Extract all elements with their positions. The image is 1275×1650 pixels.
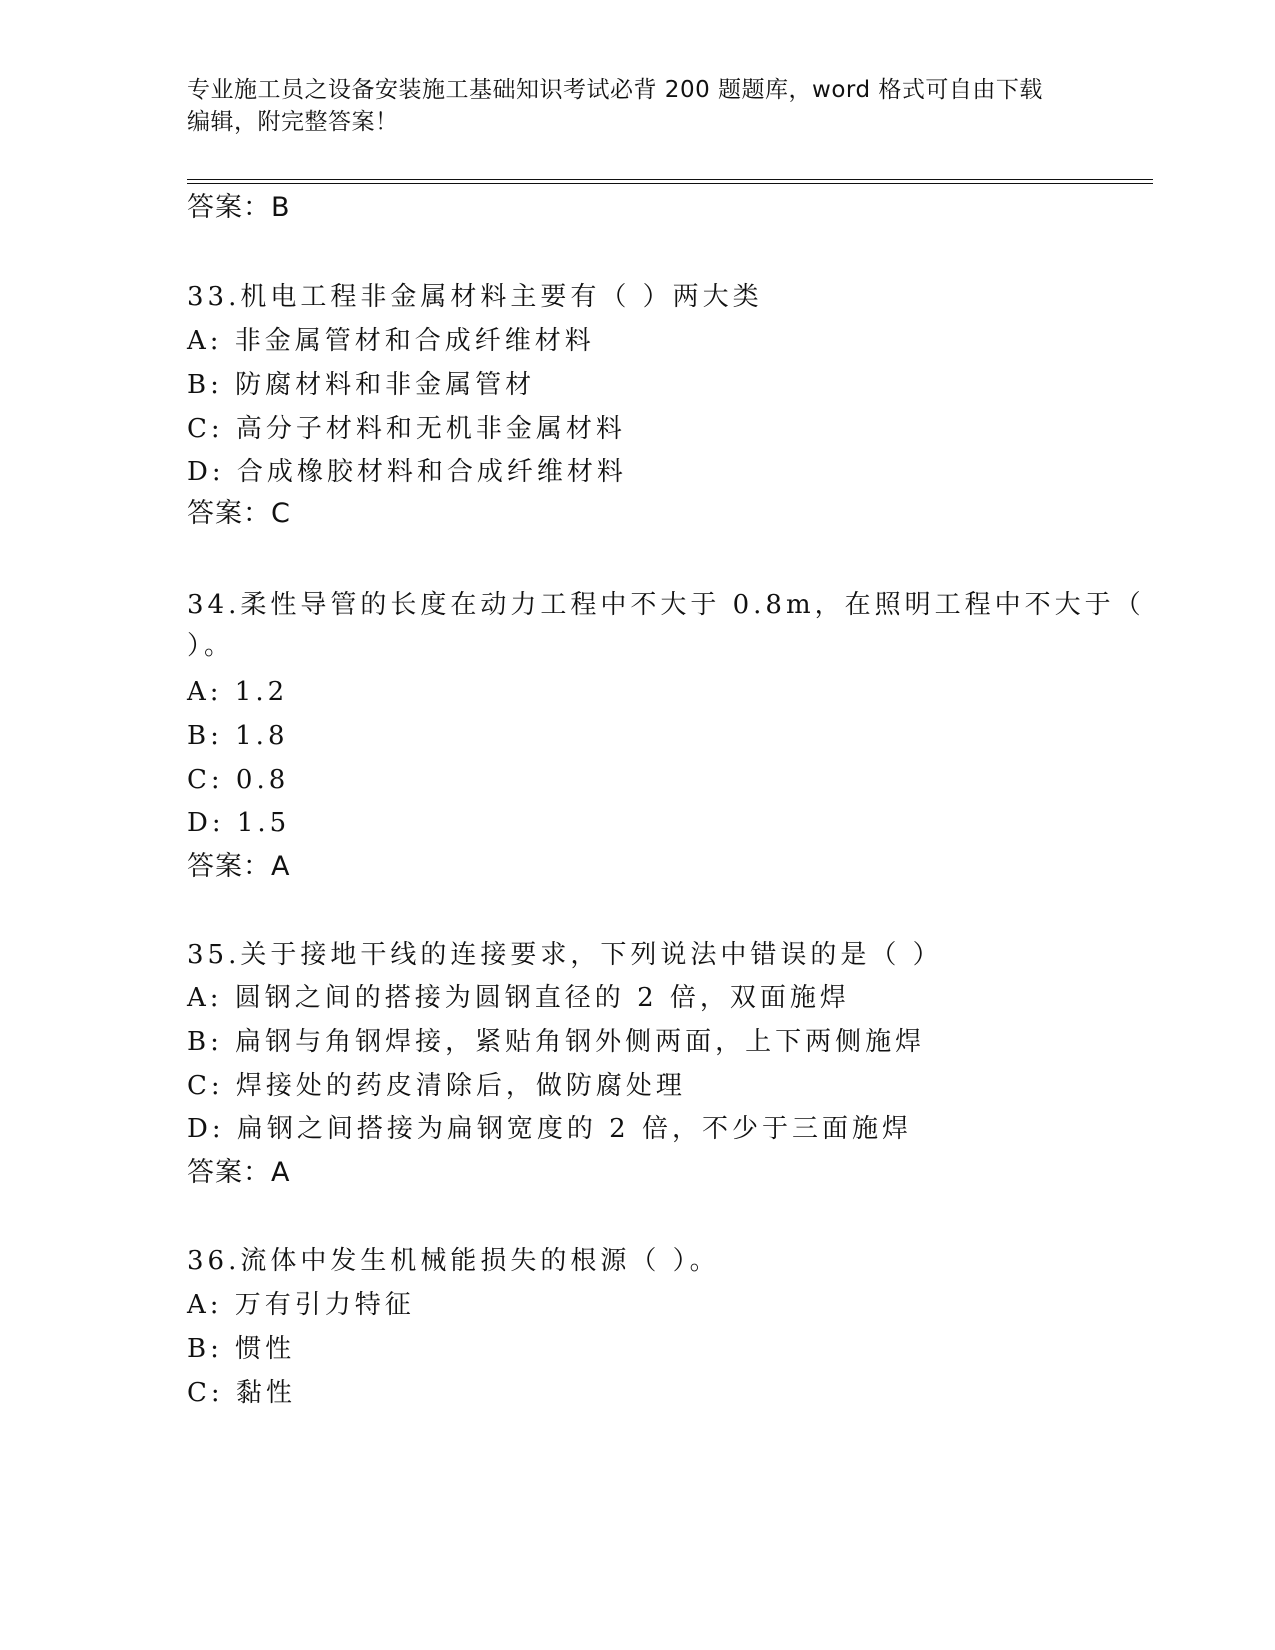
question-34-option-d: D: 1.5 (187, 808, 291, 838)
question-35-option-c: C: 焊接处的药皮清除后，做防腐处理 (187, 1071, 686, 1101)
header-line-1: 专业施工员之设备安装施工基础知识考试必背 200 题题库，word 格式可自由下载 (187, 77, 1043, 103)
question-34-option-c: C: 0.8 (187, 765, 290, 795)
answer-q32: 答案：B (187, 192, 291, 223)
question-36-option-c: C: 黏性 (187, 1378, 296, 1408)
header-divider-bottom (187, 183, 1153, 184)
question-34-option-a: A: 1.2 (187, 677, 289, 707)
question-36-option-b: B: 惯性 (187, 1334, 296, 1364)
question-34-stem-cont: ）。 (187, 631, 235, 661)
answer-q33: 答案：C (187, 498, 291, 529)
question-33-option-b: B: 防腐材料和非金属管材 (187, 370, 536, 400)
question-35-option-b: B: 扁钢与角钢焊接，紧贴角钢外侧两面，上下两侧施焊 (187, 1027, 926, 1057)
question-34-option-b: B: 1.8 (187, 721, 289, 751)
document-header (187, 74, 1087, 138)
question-35-option-d: D: 扁钢之间搭接为扁钢宽度的 2 倍，不少于三面施焊 (187, 1114, 912, 1144)
question-35-option-a: A: 圆钢之间的搭接为圆钢直径的 2 倍，双面施焊 (187, 983, 850, 1013)
answer-q35: 答案：A (187, 1157, 291, 1188)
question-36-option-a: A: 万有引力特征 (187, 1290, 415, 1320)
answer-q34: 答案：A (187, 851, 291, 882)
header-divider-top (187, 179, 1153, 180)
question-34-stem: 34.柔性导管的长度在动力工程中不大于 0.8m，在照明工程中不大于（ (187, 590, 1145, 620)
question-35-stem: 35.关于接地干线的连接要求，下列说法中错误的是（ ） (187, 940, 943, 970)
header-line-2: 编辑，附完整答案！ (187, 109, 399, 135)
question-33-option-d: D: 合成橡胶材料和合成纤维材料 (187, 457, 627, 487)
question-33-stem: 33.机电工程非金属材料主要有（ ）两大类 (187, 282, 763, 312)
question-33-option-a: A: 非金属管材和合成纤维材料 (187, 326, 595, 356)
question-36-stem: 36.流体中发生机械能损失的根源（ ）。 (187, 1246, 720, 1276)
question-33-option-c: C: 高分子材料和无机非金属材料 (187, 414, 626, 444)
